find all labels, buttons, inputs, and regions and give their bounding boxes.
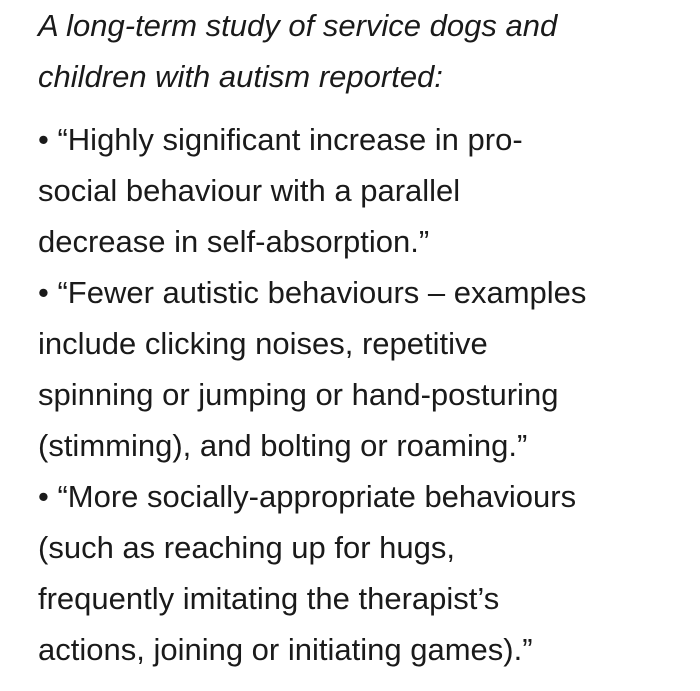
intro-line: A long-term study of service dogs and <box>38 8 558 43</box>
list-item-line: • “Fewer autistic behaviours – examples <box>38 275 587 310</box>
list-item-line: social behaviour with a parallel <box>38 173 461 208</box>
list-item-line: (stimming), and bolting or roaming.” <box>38 428 528 463</box>
intro-text <box>38 0 678 102</box>
list-item-line: (such as reaching up for hugs, <box>38 530 456 565</box>
list-item <box>38 471 688 675</box>
intro-line: children with autism reported: <box>38 59 443 94</box>
list-item-line: decrease in self-absorption.” <box>38 224 430 259</box>
quote-list <box>38 114 688 675</box>
list-item-line: spinning or jumping or hand-posturing <box>38 377 559 412</box>
list-item-line: actions, joining or initiating games).” <box>38 632 533 667</box>
list-item-line: include clicking noises, repetitive <box>38 326 488 361</box>
list-item-line: • “Highly significant increase in pro- <box>38 122 523 157</box>
list-item <box>38 267 688 471</box>
list-item-line: • “More socially-appropriate behaviours <box>38 479 577 514</box>
list-item <box>38 114 688 267</box>
list-item-line: frequently imitating the therapist’s <box>38 581 500 616</box>
